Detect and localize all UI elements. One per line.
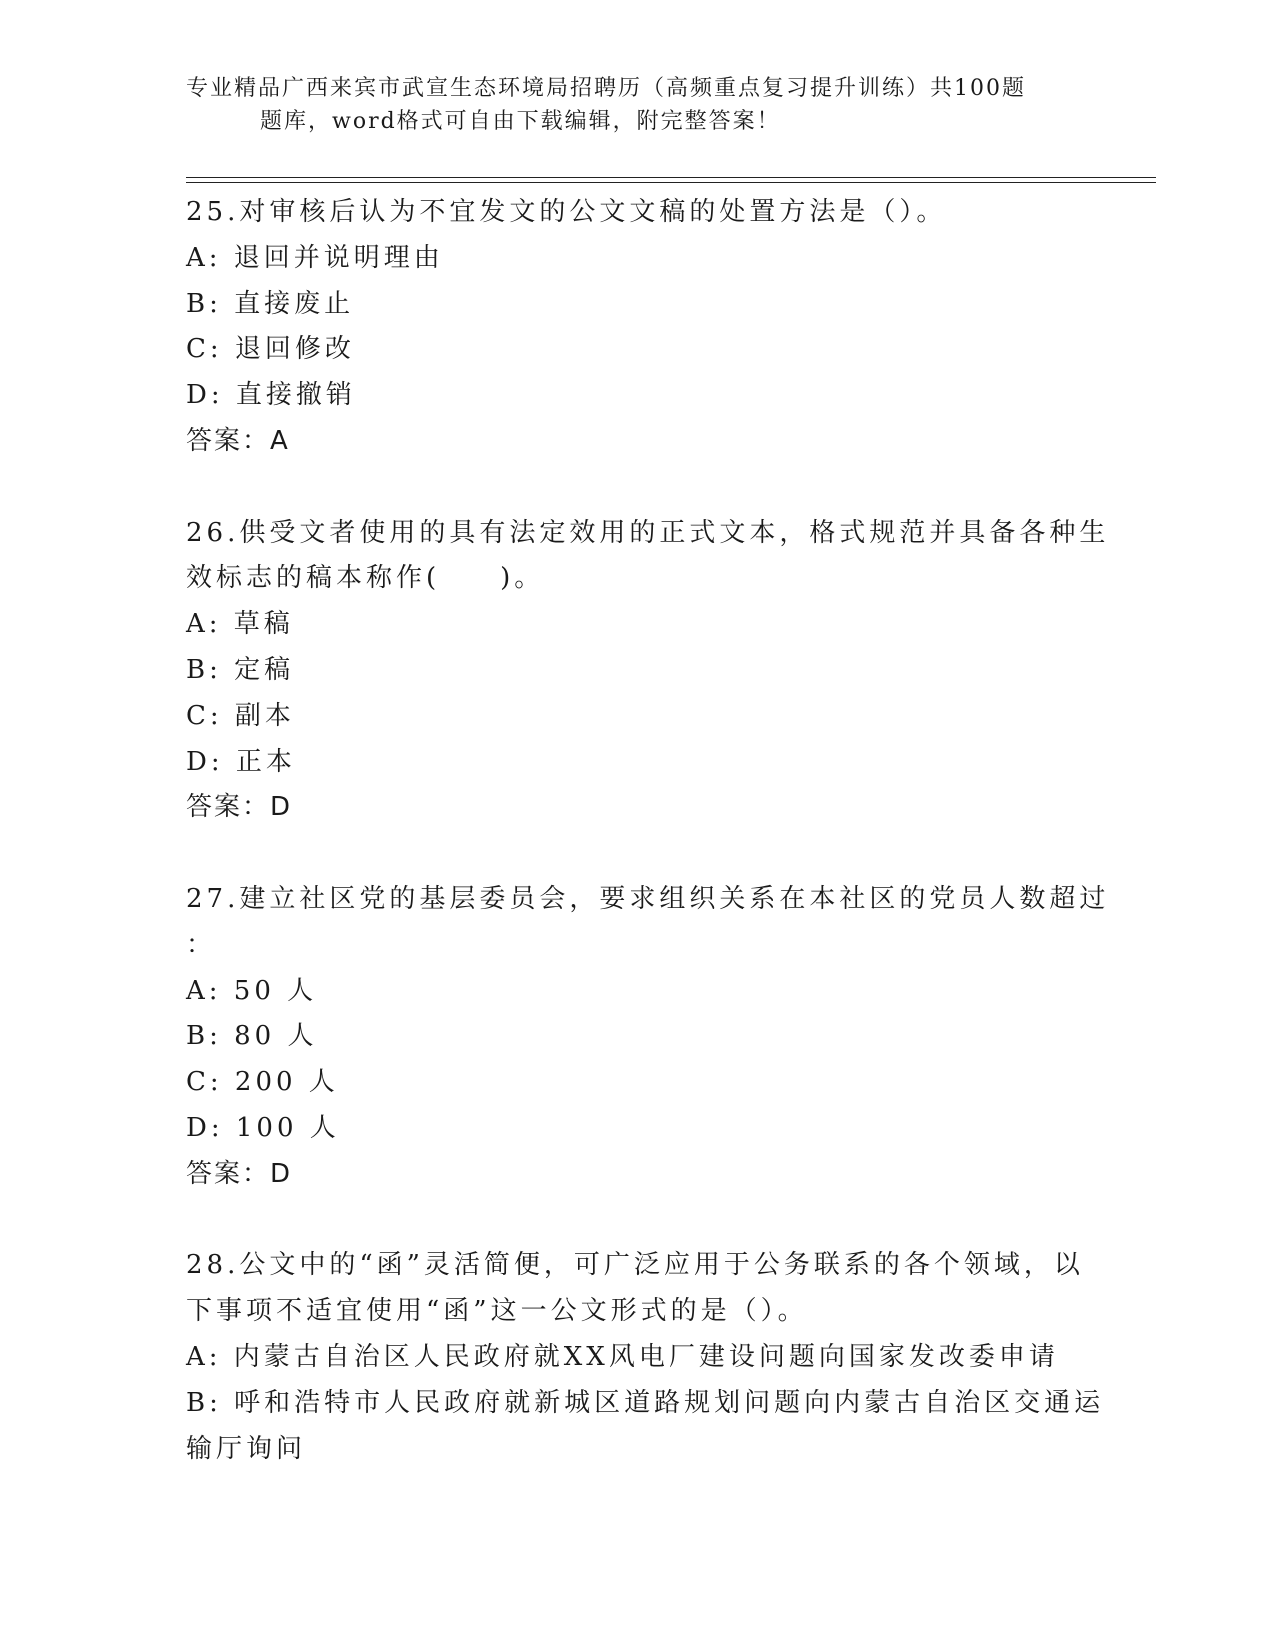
question-spacer: [186, 831, 1086, 877]
document-header: [186, 72, 1066, 138]
header-line-2: 题库，word格式可自由下载编辑，附完整答案！: [260, 109, 781, 134]
question-text: 28.公文中的“函”灵活简便，可广泛应用于公务联系的各个领域，以: [186, 1250, 1084, 1281]
question-text: 27.建立社区党的基层委员会，要求组织关系在本社区的党员人数超过: [186, 883, 1110, 914]
question-spacer: [186, 465, 1086, 511]
option-a: A: 内蒙古自治区人民政府就XX风电厂建设问题向国家发改委申请: [186, 1341, 1059, 1372]
question-text-continued: 效标志的稿本称作( )。: [186, 563, 545, 594]
question-block-28: [186, 1243, 1105, 1472]
answer-line: 答案：D: [186, 1158, 293, 1189]
question-text-continued: ：: [186, 929, 217, 960]
option-a: A: 50 人: [186, 975, 318, 1006]
option-b: B: 直接废止: [186, 288, 355, 319]
option-b: B: 定稿: [186, 654, 295, 685]
question-text-continued: 下事项不适宜使用“函”这一公文形式的是（）。: [186, 1296, 808, 1327]
header-divider-bottom: [186, 182, 1156, 183]
question-list: [186, 190, 1110, 1472]
option-c: C: 退回修改: [186, 334, 355, 365]
option-b-continued: 输厅询问: [186, 1433, 307, 1464]
option-b: B: 呼和浩特市人民政府就新城区道路规划问题向内蒙古自治区交通运: [186, 1387, 1105, 1418]
option-d: D: 100 人: [186, 1112, 340, 1143]
answer-line: 答案：A: [186, 425, 290, 456]
question-block-26: [186, 511, 1110, 832]
question-text: 25.对审核后认为不宜发文的公文文稿的处置方法是（）。: [186, 197, 947, 227]
option-c: C: 200 人: [186, 1067, 339, 1098]
option-a: A: 退回并说明理由: [186, 242, 444, 273]
option-b: B: 80 人: [186, 1021, 318, 1052]
option-c: C: 副本: [186, 700, 295, 731]
question-block-25: [186, 190, 1086, 465]
question-block-27: [186, 877, 1110, 1198]
header-divider-top: [186, 177, 1156, 178]
header-line-1: 专业精品广西来宾市武宣生态环境局招聘历（高频重点复习提升训练）共100题: [186, 76, 1026, 101]
option-a: A: 草稿: [186, 609, 294, 640]
question-text: 26.供受文者使用的具有法定效用的正式文本，格式规范并具备各种生: [186, 517, 1110, 548]
option-d: D: 正本: [186, 746, 296, 777]
option-d: D: 直接撤销: [186, 380, 356, 411]
answer-line: 答案：D: [186, 792, 293, 823]
question-spacer: [186, 1198, 1086, 1244]
